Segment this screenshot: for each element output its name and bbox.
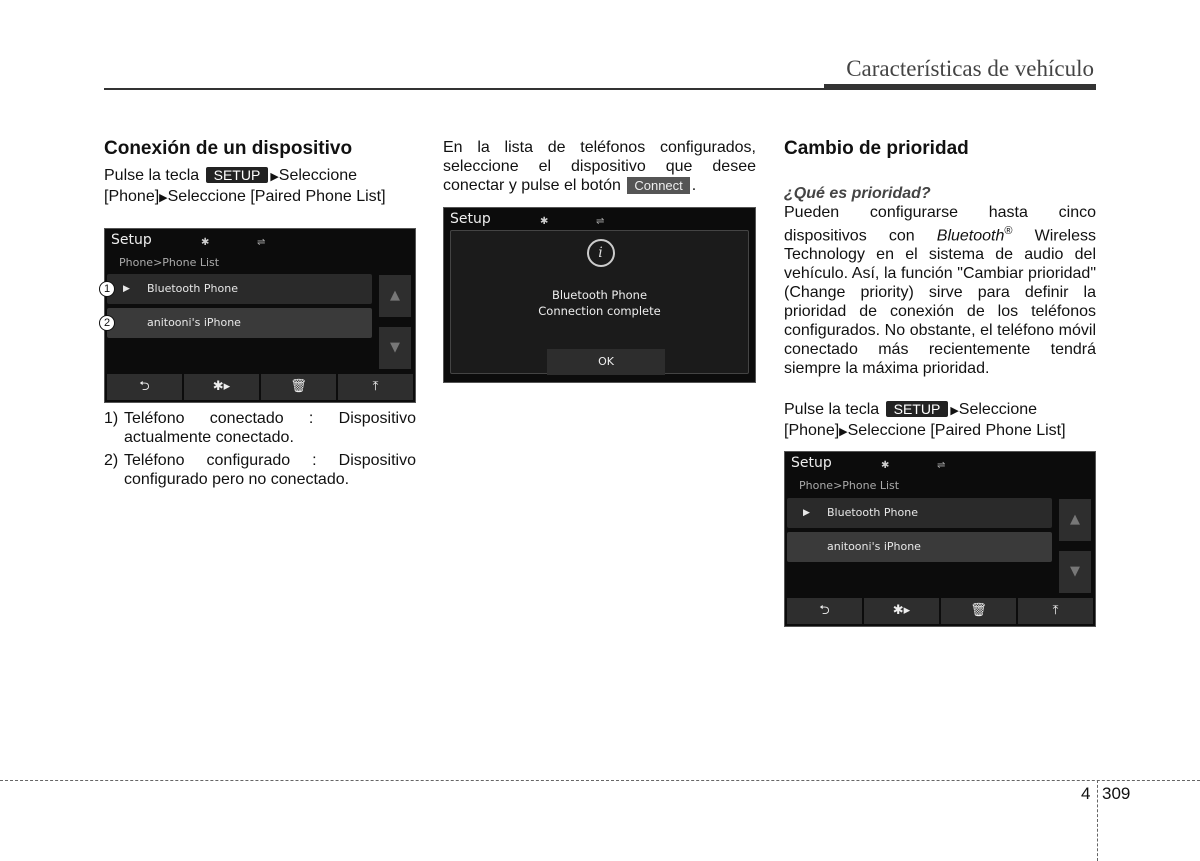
usb-icon: ⇌ xyxy=(596,216,605,227)
softkey-bar xyxy=(787,598,1093,624)
chapter-number: 4 xyxy=(1081,784,1091,803)
scroll-up-icon: ▲ xyxy=(1070,512,1080,528)
instruction-phone: [Phone] xyxy=(784,422,840,440)
bluetooth-connect-icon: ✱▸ xyxy=(892,603,911,619)
usb-icon: ⇌ xyxy=(257,237,266,248)
screen-title: Setup xyxy=(791,455,832,472)
priority-button[interactable] xyxy=(1018,598,1093,624)
back-icon: ⮌ xyxy=(819,603,830,619)
instruction-text xyxy=(104,166,416,208)
phone-list-item[interactable] xyxy=(787,498,1052,528)
back-button[interactable] xyxy=(787,598,862,624)
notes-list xyxy=(104,409,416,489)
section-heading-connection: Conexión de un dispositivo xyxy=(104,138,353,159)
breadcrumb: Phone>Phone List xyxy=(119,256,220,269)
connect-text: En la lista de teléfonos configurados, seleccione el dispositivo que desee conectar y pulse el botón xyxy=(443,139,756,194)
footer-divider xyxy=(1097,780,1098,861)
subheading-priority: ¿Qué es prioridad? xyxy=(784,185,931,202)
bluetooth-connect-button[interactable] xyxy=(864,598,939,624)
header-rule-accent xyxy=(824,84,1096,90)
priority-icon: ⤒ xyxy=(372,379,379,394)
note-number: 2) xyxy=(104,452,119,469)
phone-list-item[interactable] xyxy=(107,308,372,338)
bluetooth-icon: ✱ xyxy=(201,237,210,248)
page-header-title: Características de vehículo xyxy=(846,56,1094,81)
scroll-up-button[interactable] xyxy=(1059,499,1091,541)
connected-indicator-icon: ▶ xyxy=(123,284,130,294)
instruction-post: Seleccione xyxy=(278,167,358,184)
phone-list-screen xyxy=(104,228,416,403)
note-text: Teléfono configurado : Dispositivo configurado pero no conectado. xyxy=(124,452,416,488)
note-item xyxy=(104,409,416,447)
dialog-message-line2: Connection complete xyxy=(538,304,661,318)
delete-button[interactable] xyxy=(941,598,1016,624)
softkey-bar xyxy=(107,374,413,400)
phone-list-item[interactable] xyxy=(107,274,372,304)
dialog-message-line1: Bluetooth Phone xyxy=(551,288,648,302)
bluetooth-connect-button[interactable] xyxy=(184,374,259,400)
connect-instruction xyxy=(443,138,756,195)
usb-icon: ⇌ xyxy=(937,460,946,472)
scroll-down-icon: ▼ xyxy=(1070,564,1080,580)
setup-key: SETUP xyxy=(206,167,269,183)
delete-icon: 🗑 xyxy=(290,379,307,394)
instruction-paired: Seleccione [Paired Phone List] xyxy=(847,422,1066,440)
connection-dialog-screen xyxy=(443,207,756,383)
back-icon: ⮌ xyxy=(139,379,150,394)
priority-text-bluetooth: Bluetooth xyxy=(936,227,1005,245)
priority-text-a: Pueden configurarse hasta cinco dispositivos con xyxy=(784,204,1096,245)
priority-description xyxy=(784,203,1096,378)
bluetooth-icon: ✱ xyxy=(540,216,549,227)
dialog-message xyxy=(451,287,748,319)
instruction-post: Seleccione xyxy=(958,401,1038,419)
priority-button[interactable] xyxy=(338,374,413,400)
instruction-pre: Pulse la tecla xyxy=(784,401,880,419)
column-2 xyxy=(443,138,756,383)
callout-1: 1 xyxy=(99,281,115,297)
delete-button[interactable] xyxy=(261,374,336,400)
phone-name: anitooni's iPhone xyxy=(147,316,241,329)
breadcrumb: Phone>Phone List xyxy=(799,479,900,493)
callout-2: 2 xyxy=(99,315,115,331)
footer-rule xyxy=(0,780,1200,781)
connection-dialog xyxy=(450,230,749,374)
scroll-down-button[interactable] xyxy=(1059,551,1091,593)
connect-text-end: . xyxy=(691,177,697,194)
note-item xyxy=(104,451,416,489)
section-heading-priority: Cambio de prioridad xyxy=(784,138,969,159)
info-icon: i xyxy=(587,239,615,267)
phone-list-item[interactable] xyxy=(787,532,1052,562)
phone-name: anitooni's iPhone xyxy=(827,540,921,554)
connected-indicator-icon: ▶ xyxy=(803,508,810,519)
back-button[interactable] xyxy=(107,374,182,400)
scroll-down-button[interactable] xyxy=(379,327,411,369)
registered-mark: ® xyxy=(1004,225,1013,237)
note-number: 1) xyxy=(104,410,119,427)
instruction-phone: [Phone] xyxy=(104,188,160,205)
priority-text-c: Wireless Technology en el sistema de audio del vehículo. Así, la función "Cambiar prioridad" (Change priority) sirve para definir la prioridad de conexión de los teléfonos configurados. No obstante, el teléfono móvil conectado más recientemente tendrá siempre la máxima prioridad. xyxy=(784,227,1096,378)
screen-title: Setup xyxy=(450,211,491,227)
screen-title: Setup xyxy=(111,232,152,248)
scroll-up-button[interactable] xyxy=(379,275,411,317)
column-3 xyxy=(784,138,1096,627)
arrow-right-icon: ▶ xyxy=(159,192,168,204)
connect-key: Connect xyxy=(627,177,689,194)
phone-name: Bluetooth Phone xyxy=(147,282,238,295)
arrow-right-icon: ▶ xyxy=(950,405,959,418)
scroll-up-icon: ▲ xyxy=(390,288,400,303)
arrow-right-icon: ▶ xyxy=(270,171,279,183)
instruction-paired: Seleccione [Paired Phone List] xyxy=(167,188,386,205)
scroll-down-icon: ▼ xyxy=(390,340,400,355)
setup-key: SETUP xyxy=(886,401,949,417)
ok-button[interactable]: OK xyxy=(547,349,665,375)
instruction-text xyxy=(784,400,1096,442)
bluetooth-icon: ✱ xyxy=(881,460,890,472)
phone-list-screen-2 xyxy=(784,451,1096,627)
column-1 xyxy=(104,138,416,493)
instruction-pre: Pulse la tecla xyxy=(104,167,200,184)
delete-icon: 🗑 xyxy=(970,603,987,619)
priority-icon: ⤒ xyxy=(1052,603,1059,619)
note-text: Teléfono conectado : Dispositivo actualmente conectado. xyxy=(124,410,416,446)
page-number: 309 xyxy=(1102,784,1131,803)
arrow-right-icon: ▶ xyxy=(839,426,848,439)
phone-name: Bluetooth Phone xyxy=(827,506,918,520)
bluetooth-connect-icon: ✱▸ xyxy=(212,379,231,394)
